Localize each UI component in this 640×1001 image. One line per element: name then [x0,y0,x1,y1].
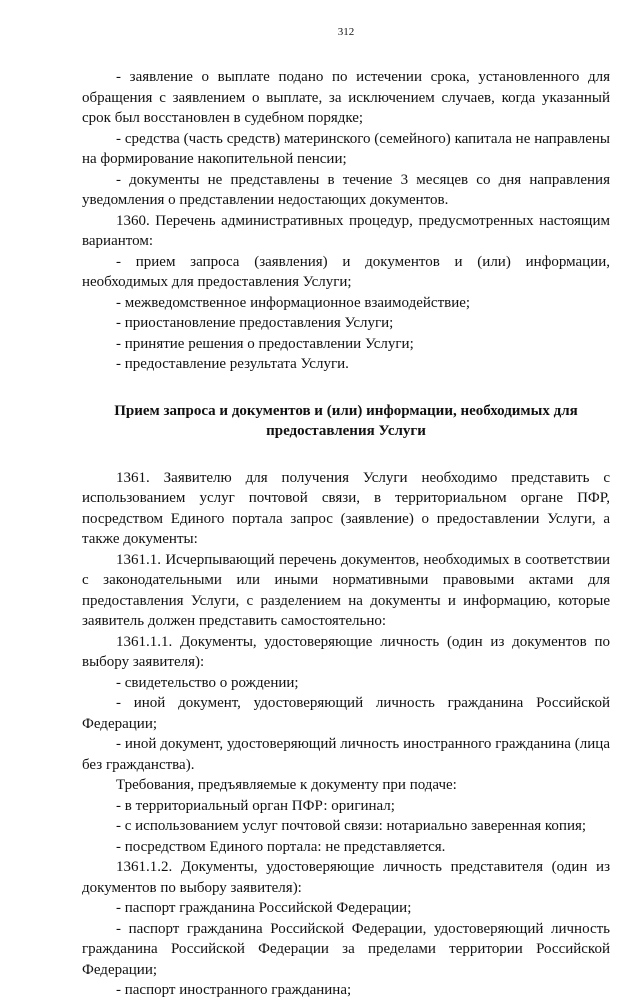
page-number: 312 [337,26,355,38]
list-item: - в территориальный орган ПФР: оригинал; [116,797,395,814]
list-item: - паспорт гражданина Российской Федерации; [116,900,412,916]
paragraph-1361-1: 1361.1. Исчерпывающий перечень документов, необходимых в соответствии с законодательными или иными нормативными правовыми актами для предоставления Услуги, с разделением на документы и информацию, которые заявитель должен представить самостоятельно: [82,551,610,629]
list-item: - посредством Единого портала: не представляется. [116,838,446,855]
paragraph-1361: 1361. Заявителю для получения Услуги необходимо представить с использованием услуг почтовой связи, в территориальном органе ПФР, посредством Единого портала запрос (заявление) о предоставлении Услуги, а также документы: [82,469,610,547]
paragraph-1361-1-1: 1361.1.1. Документы, удостоверяющие личность (один из документов по выбору заявителя): [82,633,610,670]
section-heading: Прием запроса и документов и (или) информации, необходимых для предоставления Услуги [114,402,578,439]
list-item: - иной документ, удостоверяющий личность гражданина Российской Федерации; [82,695,610,732]
requirements-title: Требования, предъявляемые к документу при подаче: [116,777,457,793]
list-item: - свидетельство о рождении; [116,674,299,691]
list-item: - с использованием услуг почтовой связи: нотариально заверенная копия; [116,818,587,834]
paragraph-1361-1-2: 1361.1.2. Документы, удостоверяющие личность представителя (один из документов по выбору заявителя): [82,859,610,896]
list-item: - паспорт иностранного гражданина; [116,982,352,998]
list-item: - иной документ, удостоверяющий личность иностранного гражданина (лица без гражданства). [82,736,610,773]
list-item: - приостановление предоставления Услуги; [116,315,394,331]
list-item: - межведомственное информационное взаимодействие; [116,294,471,311]
list-item: - паспорт гражданина Российской Федерации, удостоверяющий личность гражданина Российской Федерации за пределами территории Российской Федерации; [82,920,610,978]
list-item: - документы не представлены в течение 3 месяцев со дня направления уведомления о представлении недостающих документов. [82,171,610,208]
list-item: - принятие решения о предоставлении Услуги; [116,335,414,352]
list-item: - прием запроса (заявления) и документов и (или) информации, необходимых для предоставления Услуги; [82,253,610,290]
list-item: - предоставление результата Услуги. [116,356,349,372]
list-item: - заявление о выплате подано по истечении срока, установленного для обращения с заявлением о выплате, за исключением случаев, когда указанный срок был восстановлен в судебном порядке; [82,69,610,126]
paragraph-1360: 1360. Перечень административных процедур, предусмотренных настоящим вариантом: [82,212,610,249]
list-item: - средства (часть средств) материнского (семейного) капитала не направлены на формирование накопительной пенсии; [82,130,610,167]
